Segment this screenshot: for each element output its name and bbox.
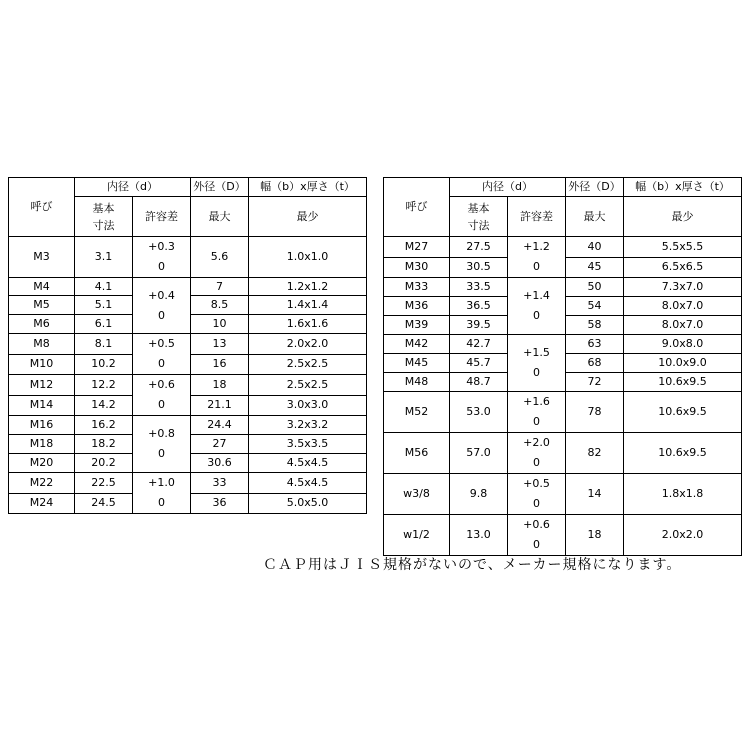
tolerance-plus: +0.6 <box>523 518 550 531</box>
tolerance-plus: +1.4 <box>523 289 550 302</box>
width-thickness-cell: 8.0x7.0 <box>624 297 742 316</box>
tolerance-minus: 0 <box>158 308 165 322</box>
width-thickness-cell: 2.5x2.5 <box>249 375 367 396</box>
inner-dia-cell: 24.5 <box>75 493 133 514</box>
header-basic-size <box>75 197 133 237</box>
width-thickness-cell: 3.5x3.5 <box>249 435 367 454</box>
width-thickness-cell: 1.6x1.6 <box>249 315 367 334</box>
width-thickness-cell: 3.2x3.2 <box>249 416 367 435</box>
nominal-cell: M33 <box>384 278 450 297</box>
inner-dia-cell: 45.7 <box>450 354 508 373</box>
nominal-cell: w1/2 <box>384 515 450 556</box>
tolerance-minus: 0 <box>158 496 165 509</box>
outer-dia-cell: 13 <box>191 334 249 355</box>
inner-dia-cell: 36.5 <box>450 297 508 316</box>
spec-table-left <box>8 177 367 514</box>
outer-dia-cell: 16 <box>191 354 249 375</box>
nominal-cell: M5 <box>9 296 75 315</box>
tolerance-minus: 0 <box>533 456 540 469</box>
header-min: 最少 <box>249 197 367 237</box>
width-thickness-cell: 9.0x8.0 <box>624 335 742 354</box>
table-row <box>384 515 742 556</box>
tolerance-plus: +0.5 <box>523 477 550 490</box>
inner-dia-cell: 33.5 <box>450 278 508 297</box>
tolerance-cell <box>508 237 566 278</box>
header-outer-diameter: 外径（D） <box>566 178 624 197</box>
inner-dia-cell: 39.5 <box>450 316 508 335</box>
tolerance-cell <box>133 416 191 473</box>
header-basic-size <box>450 197 508 237</box>
table-row <box>9 416 367 435</box>
tolerance-cell <box>508 278 566 335</box>
inner-dia-cell: 4.1 <box>75 278 133 296</box>
table-row <box>9 237 367 278</box>
width-thickness-cell: 1.4x1.4 <box>249 296 367 315</box>
table-row <box>384 433 742 474</box>
header-basic-size-text: 基本寸法 <box>92 201 115 232</box>
width-thickness-cell: 10.6x9.5 <box>624 373 742 392</box>
inner-dia-cell: 27.5 <box>450 237 508 258</box>
width-thickness-cell: 10.6x9.5 <box>624 392 742 433</box>
tolerance-cell <box>133 473 191 514</box>
header-tolerance: 許容差 <box>133 197 191 237</box>
table-row <box>384 278 742 297</box>
inner-dia-cell: 3.1 <box>75 237 133 278</box>
inner-dia-cell: 8.1 <box>75 334 133 355</box>
tolerance-plus: +0.3 <box>148 240 175 253</box>
outer-dia-cell: 36 <box>191 493 249 514</box>
inner-dia-cell: 20.2 <box>75 454 133 473</box>
tolerance-cell <box>133 375 191 416</box>
inner-dia-cell: 18.2 <box>75 435 133 454</box>
table-row <box>9 375 367 396</box>
header-inner-diameter: 内径（d） <box>75 178 191 197</box>
width-thickness-cell: 5.5x5.5 <box>624 237 742 258</box>
tolerance-plus: +0.5 <box>148 337 175 350</box>
table-row <box>384 237 742 258</box>
nominal-cell: M4 <box>9 278 75 296</box>
inner-dia-cell: 57.0 <box>450 433 508 474</box>
tolerance-minus: 0 <box>158 357 165 370</box>
tolerance-minus: 0 <box>533 497 540 510</box>
tolerance-plus: +2.0 <box>523 436 550 449</box>
nominal-cell: M8 <box>9 334 75 355</box>
tolerance-plus: +1.5 <box>523 346 550 359</box>
width-thickness-cell: 7.3x7.0 <box>624 278 742 297</box>
header-inner-diameter: 内径（d） <box>450 178 566 197</box>
table-row <box>384 474 742 515</box>
nominal-cell: M16 <box>9 416 75 435</box>
tolerance-minus: 0 <box>533 415 540 428</box>
nominal-cell: M30 <box>384 257 450 278</box>
spec-table-right <box>383 177 742 556</box>
outer-dia-cell: 27 <box>191 435 249 454</box>
width-thickness-cell: 10.6x9.5 <box>624 433 742 474</box>
tolerance-minus: 0 <box>533 366 540 379</box>
table-row <box>384 392 742 433</box>
outer-dia-cell: 58 <box>566 316 624 335</box>
inner-dia-cell: 13.0 <box>450 515 508 556</box>
outer-dia-cell: 40 <box>566 237 624 258</box>
nominal-cell: w3/8 <box>384 474 450 515</box>
width-thickness-cell: 4.5x4.5 <box>249 473 367 494</box>
width-thickness-cell: 1.2x1.2 <box>249 278 367 296</box>
outer-dia-cell: 8.5 <box>191 296 249 315</box>
inner-dia-cell: 9.8 <box>450 474 508 515</box>
tolerance-cell <box>508 335 566 392</box>
tolerance-cell <box>508 474 566 515</box>
nominal-cell: M52 <box>384 392 450 433</box>
inner-dia-cell: 10.2 <box>75 354 133 375</box>
outer-dia-cell: 78 <box>566 392 624 433</box>
outer-dia-cell: 82 <box>566 433 624 474</box>
inner-dia-cell: 48.7 <box>450 373 508 392</box>
inner-dia-cell: 22.5 <box>75 473 133 494</box>
inner-dia-cell: 16.2 <box>75 416 133 435</box>
width-thickness-cell: 2.0x2.0 <box>624 515 742 556</box>
table-row <box>9 473 367 494</box>
tolerance-plus: +1.0 <box>148 476 175 489</box>
tolerance-plus: +0.6 <box>148 378 175 391</box>
header-nominal: 呼び <box>9 178 75 237</box>
nominal-cell: M6 <box>9 315 75 334</box>
outer-dia-cell: 72 <box>566 373 624 392</box>
nominal-cell: M56 <box>384 433 450 474</box>
inner-dia-cell: 30.5 <box>450 257 508 278</box>
header-max: 最大 <box>566 197 624 237</box>
outer-dia-cell: 10 <box>191 315 249 334</box>
nominal-cell: M14 <box>9 395 75 416</box>
outer-dia-cell: 68 <box>566 354 624 373</box>
width-thickness-cell: 2.0x2.0 <box>249 334 367 355</box>
header-width-thickness: 幅（b）x厚さ（t） <box>624 178 742 197</box>
outer-dia-cell: 18 <box>191 375 249 396</box>
outer-dia-cell: 18 <box>566 515 624 556</box>
tolerance-cell <box>133 334 191 375</box>
outer-dia-cell: 50 <box>566 278 624 297</box>
table-row <box>384 335 742 354</box>
nominal-cell: M18 <box>9 435 75 454</box>
tolerance-plus: +1.2 <box>523 240 550 253</box>
table-row <box>9 278 367 296</box>
outer-dia-cell: 24.4 <box>191 416 249 435</box>
width-thickness-cell: 8.0x7.0 <box>624 316 742 335</box>
tolerance-minus: 0 <box>158 260 165 273</box>
nominal-cell: M48 <box>384 373 450 392</box>
outer-dia-cell: 33 <box>191 473 249 494</box>
tolerance-cell <box>508 515 566 556</box>
tolerance-cell <box>133 278 191 334</box>
nominal-cell: M45 <box>384 354 450 373</box>
inner-dia-cell: 42.7 <box>450 335 508 354</box>
nominal-cell: M3 <box>9 237 75 278</box>
width-thickness-cell: 4.5x4.5 <box>249 454 367 473</box>
tolerance-plus: +0.8 <box>148 427 175 440</box>
inner-dia-cell: 5.1 <box>75 296 133 315</box>
tolerance-cell <box>133 237 191 278</box>
inner-dia-cell: 6.1 <box>75 315 133 334</box>
nominal-cell: M27 <box>384 237 450 258</box>
outer-dia-cell: 5.6 <box>191 237 249 278</box>
outer-dia-cell: 54 <box>566 297 624 316</box>
tolerance-minus: 0 <box>533 260 540 273</box>
outer-dia-cell: 63 <box>566 335 624 354</box>
width-thickness-cell: 3.0x3.0 <box>249 395 367 416</box>
nominal-cell: M36 <box>384 297 450 316</box>
tolerance-minus: 0 <box>158 447 165 460</box>
tolerance-minus: 0 <box>533 538 540 551</box>
outer-dia-cell: 30.6 <box>191 454 249 473</box>
nominal-cell: M22 <box>9 473 75 494</box>
header-outer-diameter: 外径（D） <box>191 178 249 197</box>
nominal-cell: M42 <box>384 335 450 354</box>
nominal-cell: M20 <box>9 454 75 473</box>
nominal-cell: M24 <box>9 493 75 514</box>
inner-dia-cell: 12.2 <box>75 375 133 396</box>
tolerance-plus: +1.6 <box>523 395 550 408</box>
inner-dia-cell: 14.2 <box>75 395 133 416</box>
nominal-cell: M12 <box>9 375 75 396</box>
header-max: 最大 <box>191 197 249 237</box>
header-basic-size-text: 基本寸法 <box>467 201 490 232</box>
footnote-text: ＣＡＰ用はＪＩＳ規格がないので、メーカー規格になります。 <box>263 557 682 573</box>
tolerance-cell <box>508 392 566 433</box>
width-thickness-cell: 5.0x5.0 <box>249 493 367 514</box>
header-min: 最少 <box>624 197 742 237</box>
header-nominal: 呼び <box>384 178 450 237</box>
table-row <box>9 334 367 355</box>
width-thickness-cell: 2.5x2.5 <box>249 354 367 375</box>
header-tolerance: 許容差 <box>508 197 566 237</box>
tolerance-plus: +0.4 <box>148 288 175 302</box>
outer-dia-cell: 21.1 <box>191 395 249 416</box>
outer-dia-cell: 45 <box>566 257 624 278</box>
outer-dia-cell: 7 <box>191 278 249 296</box>
tolerance-cell <box>508 433 566 474</box>
outer-dia-cell: 14 <box>566 474 624 515</box>
width-thickness-cell: 1.8x1.8 <box>624 474 742 515</box>
nominal-cell: M10 <box>9 354 75 375</box>
inner-dia-cell: 53.0 <box>450 392 508 433</box>
width-thickness-cell: 10.0x9.0 <box>624 354 742 373</box>
tolerance-minus: 0 <box>158 398 165 411</box>
width-thickness-cell: 1.0x1.0 <box>249 237 367 278</box>
header-width-thickness: 幅（b）x厚さ（t） <box>249 178 367 197</box>
nominal-cell: M39 <box>384 316 450 335</box>
tolerance-minus: 0 <box>533 309 540 322</box>
width-thickness-cell: 6.5x6.5 <box>624 257 742 278</box>
